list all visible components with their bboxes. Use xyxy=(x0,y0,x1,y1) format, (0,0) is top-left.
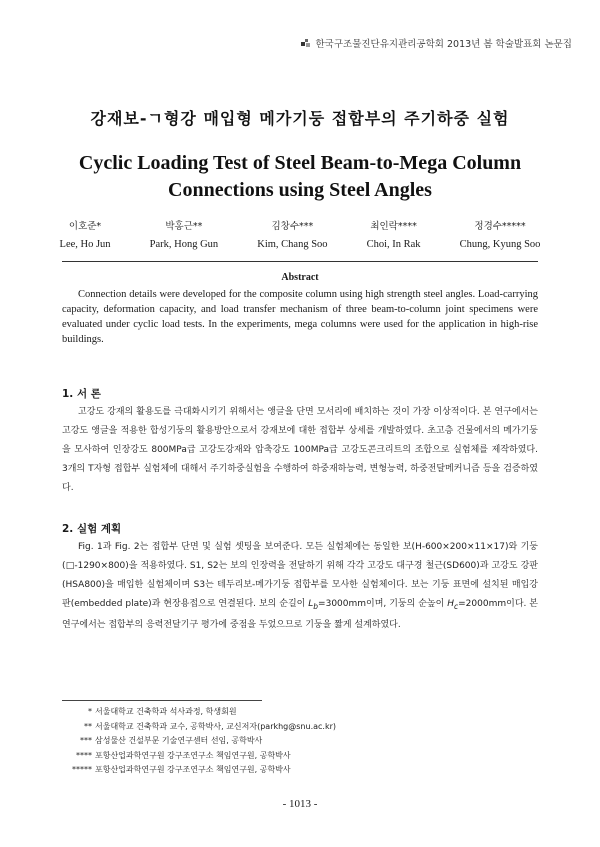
author-name-english: Chung, Kyung Soo xyxy=(459,239,541,250)
page-number: - 1013 - xyxy=(282,798,318,810)
author-4 xyxy=(367,220,421,252)
footnote-text: 포항산업과학연구원 강구조연구소 책임연구원, 공학박사 xyxy=(95,765,291,774)
author-divider xyxy=(62,261,538,262)
paper-title-english xyxy=(0,150,600,204)
author-list xyxy=(40,220,560,252)
beam-length-symbol: $L_b$ xyxy=(308,599,319,611)
paper-title-korean: 강재보-ㄱ형강 매입형 메가기둥 접합부의 주기하중 실험 xyxy=(90,109,510,128)
footnote xyxy=(62,734,538,749)
footnote-mark: ***** xyxy=(72,765,92,774)
author-name-english: Park, Hong Gun xyxy=(149,239,219,250)
title-en-line-1: Cyclic Loading Test of Steel Beam-to-Mega Column xyxy=(78,152,522,174)
column-height-symbol: $H_c$ xyxy=(447,599,459,611)
author-5 xyxy=(460,220,541,252)
footnote xyxy=(62,749,538,764)
journal-logo-icon xyxy=(301,38,311,48)
footnotes xyxy=(62,705,538,778)
section-test-plan-text xyxy=(62,538,538,635)
footnote-mark: * xyxy=(88,707,92,716)
journal-name: 한국구조물진단유지관리공학회 2013년 봄 학술발표회 논문집 xyxy=(315,39,572,50)
footnote xyxy=(62,763,538,778)
test-plan-text-part-3: =2000mm이다. 본 연구에서는 접합부의 응력전달기구 평가에 중점을 두었으므로 기둥을 짧게 설계하였다. xyxy=(62,599,538,630)
journal-header xyxy=(301,36,572,50)
footnote-mark: ** xyxy=(84,721,92,731)
footnote-text: 서울대학교 건축학과 교수, 공학박사, 교신저자(parkhg@snu.ac.kr) xyxy=(95,721,336,731)
section-heading-introduction: 1. 서 론 xyxy=(62,388,101,400)
author-name-english: Lee, Ho Jun xyxy=(59,239,111,250)
author-name-korean: 이호준* xyxy=(68,221,102,232)
footnote xyxy=(62,705,538,720)
author-name-korean: 김창수*** xyxy=(271,221,314,232)
footnote-text: 서울대학교 건축학과 석사과정, 학생회원 xyxy=(95,707,237,716)
footnote-text: 삼성물산 건설부문 기술연구센터 선임, 공학박사 xyxy=(95,736,263,745)
author-name-english: Choi, In Rak xyxy=(366,239,421,250)
author-1 xyxy=(60,220,111,252)
title-en-line-2: Connections using Steel Angles xyxy=(168,179,432,201)
footnote-mark: *** xyxy=(80,736,92,745)
abstract-heading: Abstract xyxy=(281,272,319,283)
author-name-english: Kim, Chang Soo xyxy=(257,239,328,250)
footnote-mark: **** xyxy=(76,750,92,760)
test-plan-text-part-1: Fig. 1과 Fig. 2는 접합부 단면 및 실험 셋팅을 보여준다. 모든 실험체에는 동일한 보(H-600×200×11×17)와 기둥(□-1290×800)을 적용하였다. S1, S2는 보의 인장력을 전달하기 위해 각각 고강도 대구경 철근(SD600)과 고강도 강판(HSA800)을 매입한 실험체이며 S3는 테두리보-메가기둥 접합부를 모사한 실험체이다. 보는 기둥 표면에 설치된 매입강판(embedded plate)과 현장용접으로 연결된다. 보의 순길이 xyxy=(62,542,538,609)
author-3 xyxy=(257,220,327,252)
section-introduction-text: 고강도 강재의 활용도를 극대화시키기 위해서는 앵글을 단면 모서리에 배치하는 것이 가장 이상적이다. 본 연구에서는 고강도 앵글을 적용한 합성기둥의 활용방안으로서 강재보에 대한 접합부 상세를 개발하였다. 초고층 건물에서의 메가기둥을 모사하여 인장강도 800MPa급 고강도강재와 압축강도 100MPa급 고강도콘크리트의 조합으로 실험체를 제작하였다. 3개의 T자형 접합부 실험체에 대해서 주기하중실험을 수행하여 하중재하능력, 변형능력, 하중전달메커니즘 등을 검증하였다. xyxy=(62,407,538,493)
author-name-korean: 최인락**** xyxy=(370,221,417,232)
section-heading-test-plan: 2. 실험 계획 xyxy=(62,523,122,535)
author-2 xyxy=(150,220,219,252)
abstract-text: Connection details were developed for the composite column using high strength steel angles. Load-carrying capacity, deformation capacity, and load transfer mechanism of three beam-to-column joint specimens were evaluated under cyclic load tests. In the experiments, mega columns were used for the application in high-rise buildings. xyxy=(62,289,538,345)
author-name-korean: 박홍근** xyxy=(165,221,203,232)
footnote-text: 포항산업과학연구원 강구조연구소 책임연구원, 공학박사 xyxy=(95,750,291,760)
test-plan-text-part-2: =3000mm이며, 기둥의 순높이 xyxy=(318,599,448,609)
author-name-korean: 정경수***** xyxy=(474,221,526,232)
footnote-divider xyxy=(62,700,262,701)
footnote xyxy=(62,720,538,735)
